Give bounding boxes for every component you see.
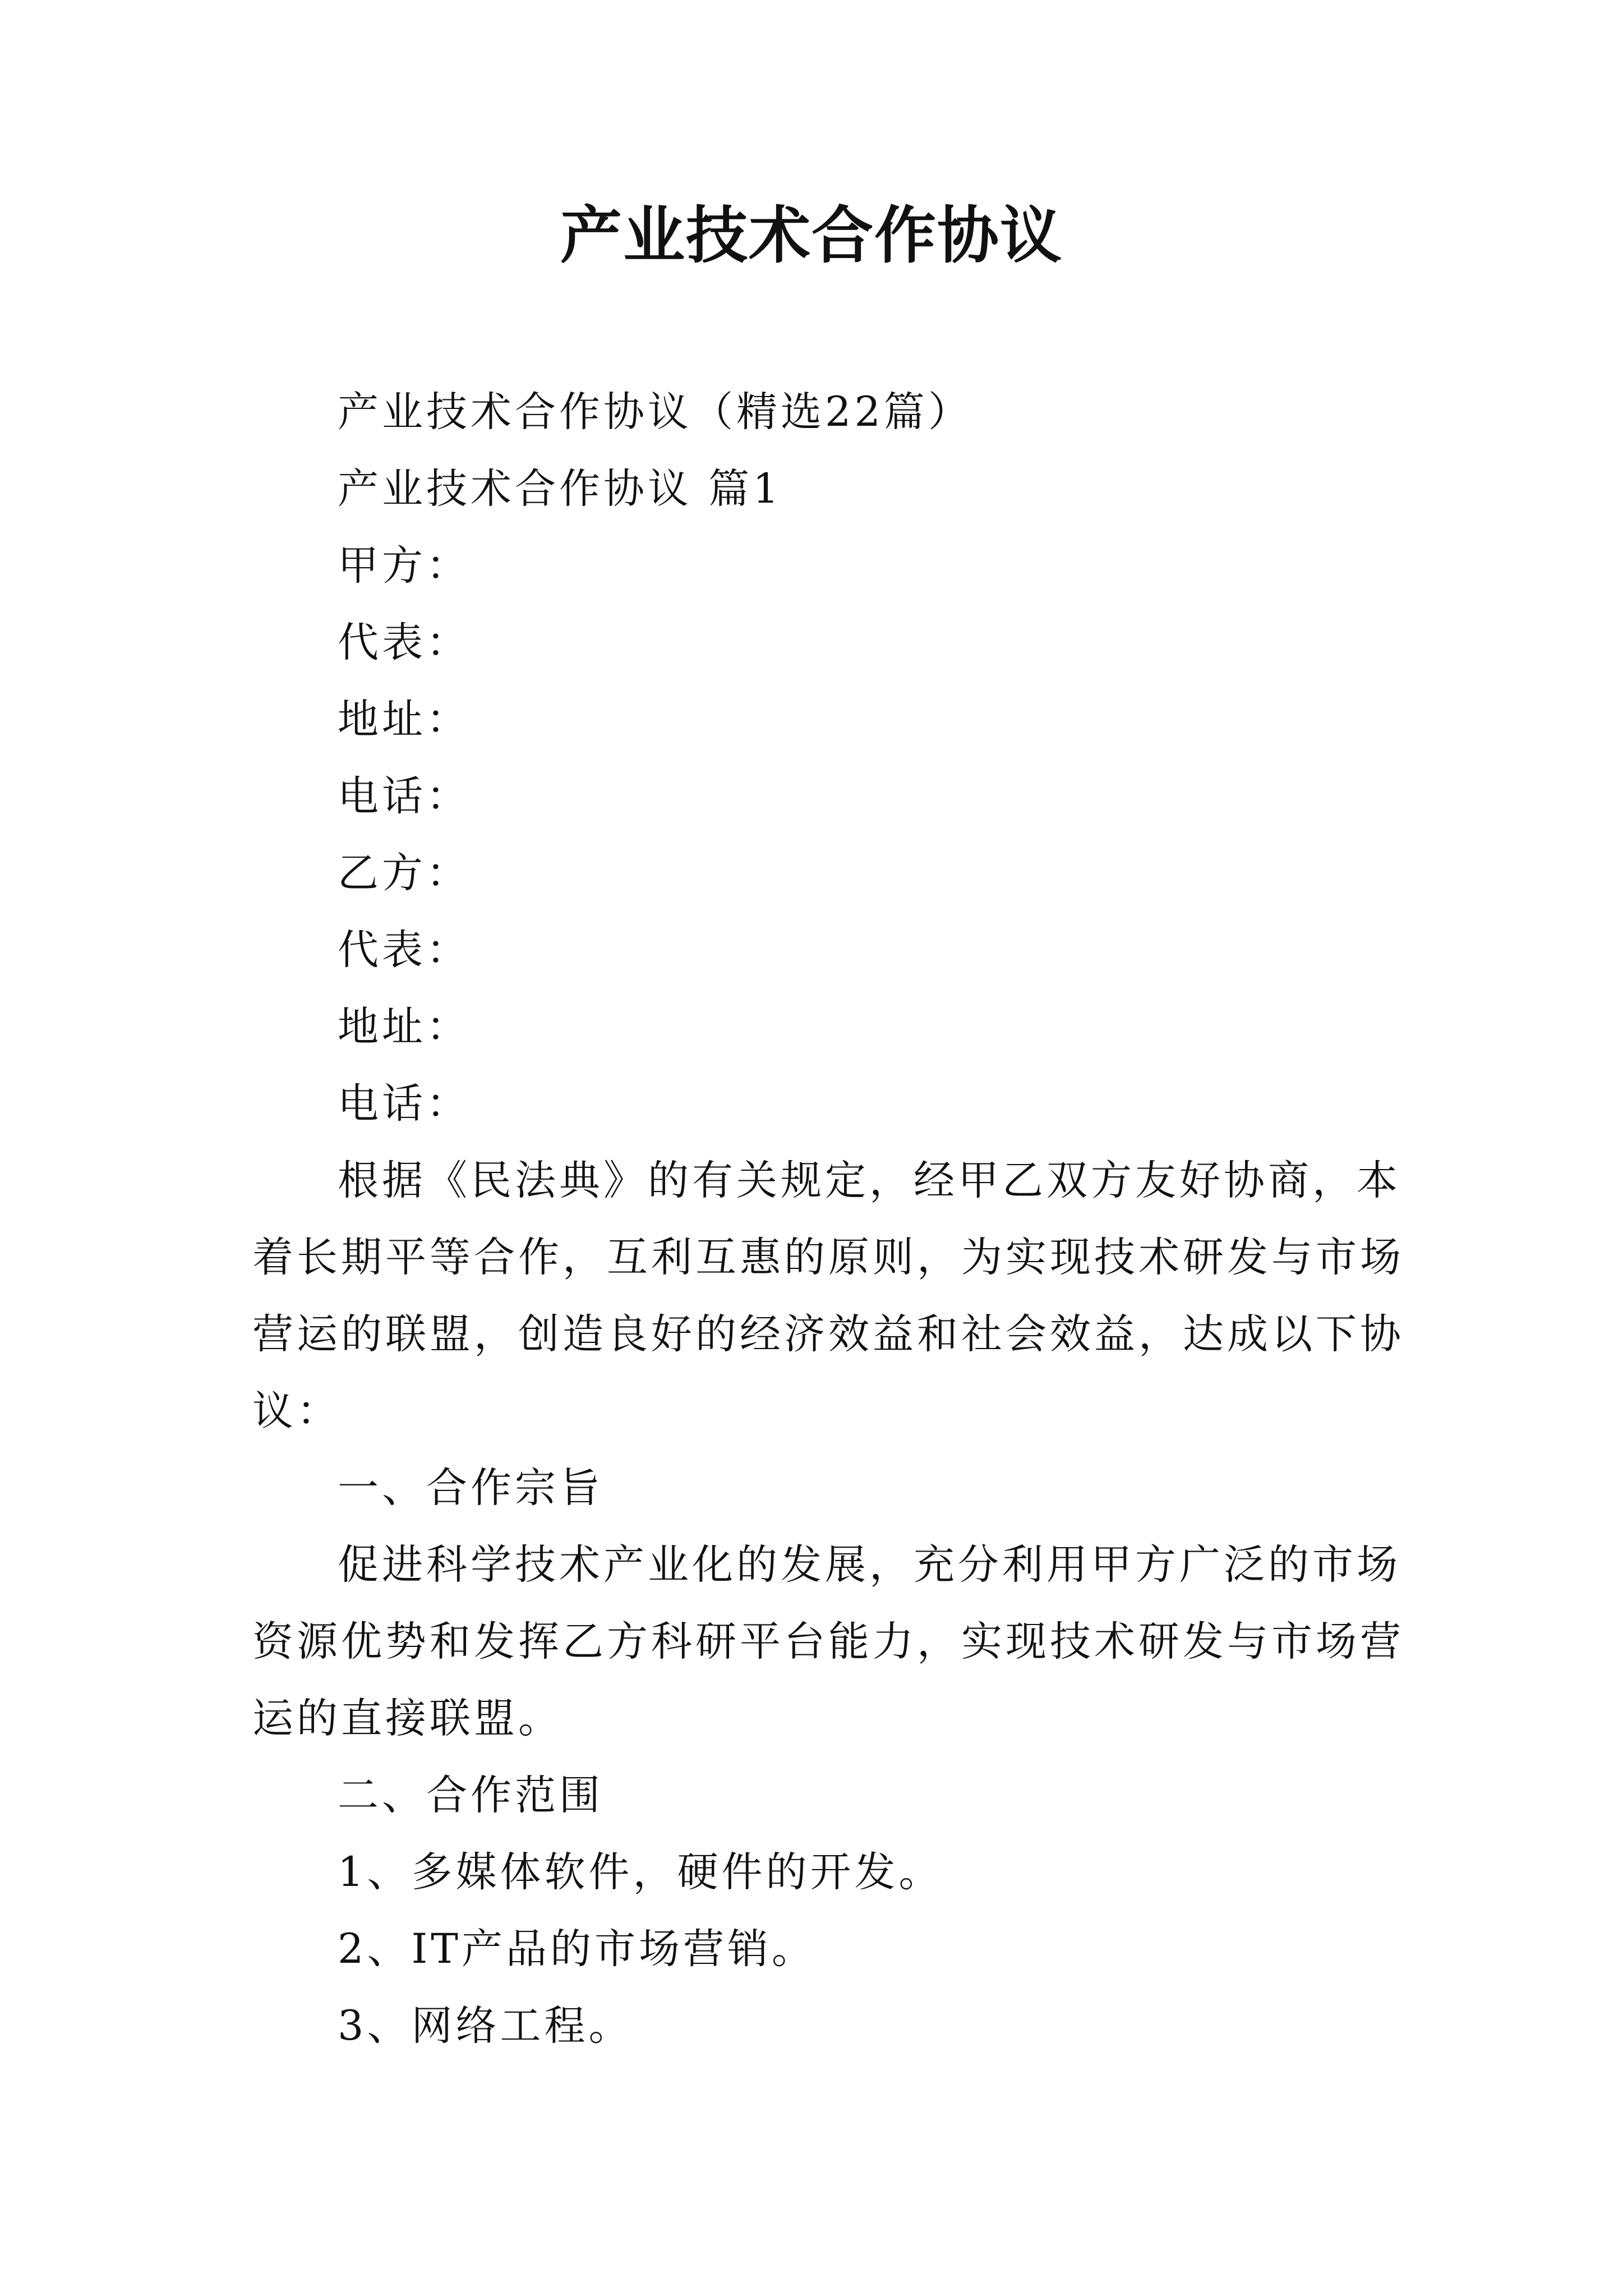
document-subtitle: 产业技术合作协议（精选22篇）	[338, 388, 972, 436]
party-b-phone-label: 电话：	[338, 1080, 471, 1128]
list-item: 2、IT产品的市场营销。	[338, 1925, 816, 1973]
paragraph-line: 议：	[252, 1387, 341, 1435]
party-a-label: 甲方：	[338, 542, 471, 590]
paragraph-line: 促进科学技术产业化的发展，充分利用甲方广泛的市场	[338, 1541, 1401, 1589]
party-a-phone-label: 电话：	[338, 772, 471, 820]
party-a-address-label: 地址：	[338, 696, 471, 743]
list-item: 1、多媒体软件，硬件的开发。	[338, 1848, 943, 1896]
party-b-label: 乙方：	[338, 849, 471, 897]
section-heading-purpose: 一、合作宗旨	[338, 1464, 603, 1512]
section-heading-scope: 二、合作范围	[338, 1772, 603, 1819]
party-b-representative-label: 代表：	[338, 926, 471, 974]
paragraph-line: 根据《民法典》的有关规定，经甲乙双方友好协商，本	[338, 1157, 1401, 1204]
chapter-heading: 产业技术合作协议 篇1	[338, 465, 782, 513]
paragraph-line: 着长期平等合作，互利互惠的原则，为实现技术研发与市场	[252, 1234, 1404, 1281]
document-title: 产业技术合作协议	[560, 199, 1063, 272]
paragraph-line: 运的直接联盟。	[252, 1695, 562, 1742]
paragraph-line: 营运的联盟，创造良好的经济效益和社会效益，达成以下协	[252, 1310, 1404, 1358]
party-b-address-label: 地址：	[338, 1003, 471, 1051]
paragraph-line: 资源优势和发挥乙方科研平台能力，实现技术研发与市场营	[252, 1618, 1404, 1665]
party-a-representative-label: 代表：	[338, 619, 471, 666]
list-item: 3、网络工程。	[338, 2002, 633, 2050]
